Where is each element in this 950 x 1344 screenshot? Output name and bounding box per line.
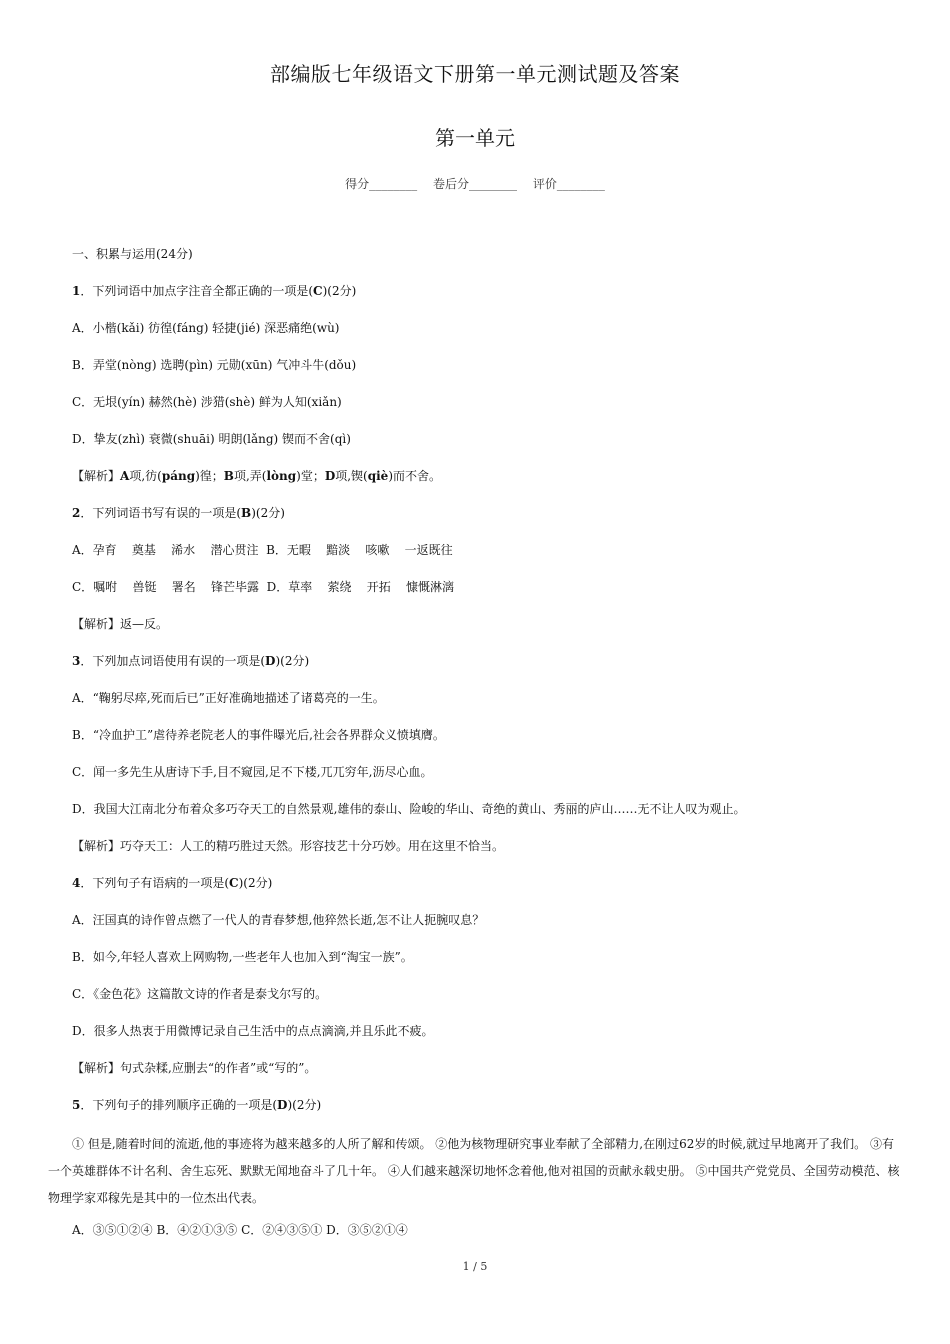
question-text: ．下列句子有语病的一项是(: [80, 876, 230, 890]
question-1-stem: [72, 283, 907, 320]
score-field-score: 得分________: [345, 177, 418, 191]
question-4-option-a: A．汪国真的诗作曾点燃了一代人的青春梦想,他猝然长逝,怎不让人扼腕叹息？: [72, 913, 485, 927]
section-heading: 一、积累与运用(24分): [72, 247, 193, 261]
question-number: 2: [72, 506, 81, 520]
unit-title: 第一单元: [435, 126, 515, 150]
question-2-options-cd: C．嘱咐 兽铤 署名 锋芒毕露 D．草率 萦绕 开拓 慷慨淋漓: [72, 580, 454, 594]
analysis-text: B: [223, 469, 234, 483]
question-text: )(2分): [251, 506, 285, 520]
question-1-option-b: B．弄堂(nòng) 选聘(pìn) 元勋(xūn) 气冲斗牛(dǒu): [72, 358, 357, 372]
question-text: )(2分): [322, 284, 357, 298]
question-text: ．下列词语中加点字注音全都正确的一项是(: [80, 284, 314, 298]
question-text: ．下列词语书写有误的一项是(: [80, 506, 242, 520]
score-field-evaluation: 评价________: [532, 177, 605, 191]
question-1-option-c: C．无垠(yín) 赫然(hè) 涉猎(shè) 鲜为人知(xiǎn): [72, 395, 342, 409]
document-title: 部编版七年级语文下册第一单元测试题及答案: [270, 62, 680, 86]
question-text: ．下列句子的排列顺序正确的一项是(: [80, 1098, 278, 1112]
analysis-text: qiè: [367, 469, 389, 483]
answer-key: C: [229, 876, 239, 890]
analysis-text: A: [120, 469, 130, 483]
question-3-stem: [72, 653, 907, 690]
question-5-stem: [72, 1097, 907, 1134]
question-3-option-d: D．我国大江南北分布着众多巧夺天工的自然景观,雄伟的泰山、险峻的华山、奇绝的黄山、秀丽的庐山……无不让人叹为观止。: [72, 802, 746, 816]
analysis-text: )堂；: [296, 469, 325, 483]
analysis-text: )徨；: [195, 469, 224, 483]
question-4-analysis: 【解析】句式杂糅,应删去“的作者”或“写的”。: [72, 1061, 317, 1075]
question-text: )(2分): [238, 876, 273, 890]
question-4-option-b: B．如今,年轻人喜欢上网购物,一些老年人也加入到“淘宝一族”。: [72, 950, 413, 964]
question-1-option-d: D．挚友(zhì) 衰微(shuāi) 明朗(lǎng) 锲而不舍(qì): [72, 432, 351, 446]
question-text: )(2分): [275, 654, 310, 668]
score-fields: [0, 175, 950, 192]
analysis-text: 项,彷(: [129, 469, 162, 483]
analysis-text: 项,弄(: [233, 469, 267, 483]
answer-key: D: [277, 1098, 288, 1112]
answer-key: B: [241, 506, 252, 520]
answer-key: D: [265, 654, 276, 668]
question-4-option-d: D．很多人热衷于用微博记录自己生活中的点点滴滴,并且乐此不疲。: [72, 1024, 434, 1038]
answer-key: C: [313, 284, 323, 298]
question-3-option-b: B．“冷血护工”虐待养老院老人的事件曝光后,社会各界群众义愤填膺。: [72, 728, 445, 742]
question-2-analysis: 【解析】返—反。: [72, 617, 169, 631]
question-3-option-c: C．闻一多先生从唐诗下手,目不窥园,足不下楼,兀兀穷年,沥尽心血。: [72, 765, 433, 779]
question-4-stem: [72, 875, 907, 912]
question-number: 4: [72, 876, 81, 890]
question-3-option-a: A．“鞠躬尽瘁,死而后已”正好准确地描述了诸葛亮的一生。: [72, 691, 385, 705]
question-3-analysis: 【解析】巧夺天工：人工的精巧胜过天然。形容技艺十分巧妙。用在这里不恰当。: [72, 839, 505, 853]
analysis-text: )而不舍。: [388, 469, 442, 483]
analysis-label: 【解析】: [72, 469, 121, 483]
question-number: 1: [72, 284, 81, 298]
question-number: 3: [72, 654, 81, 668]
question-2-stem: [72, 505, 907, 542]
analysis-text: 项,锲(: [335, 469, 368, 483]
score-field-after: 卷后分________: [432, 177, 517, 191]
question-text: ．下列加点词语使用有误的一项是(: [80, 654, 266, 668]
question-5-options: A．③⑤①②④ B．④②①③⑤ C．②④③⑤① D．③⑤②①④: [72, 1223, 408, 1237]
page-number: 1 / 5: [462, 1260, 488, 1273]
analysis-text: lòng: [266, 469, 297, 483]
question-number: 5: [72, 1098, 81, 1112]
question-2-options-ab: A．孕育 奠基 浠水 潜心贯注 B．无暇 黯淡 咳嗽 一返既往: [72, 543, 453, 557]
question-1-analysis: [72, 468, 907, 505]
question-4-option-c: C．《金色花》这篇散文诗的作者是泰戈尔写的。: [72, 987, 328, 1001]
question-text: )(2分): [287, 1098, 322, 1112]
analysis-text: páng: [161, 469, 196, 483]
question-5-passage: ① 但是,随着时间的流逝,他的事迹将为越来越多的人所了解和传颂。 ②他为核物理研究事业奉献了全部精力,在刚过62岁的时候,就过早地离开了我们。 ③有一个英雄群体不计名利、舍生忘死、默默无闻地奋斗了几十年。 ④人们越来越深切地怀念着他,他对祖国的贡献永载史册。 ⑤中国共产党党员、全国劳动模范、核物理学家邓稼先是其中的一位杰出代表。: [48, 1137, 900, 1205]
question-list: [72, 246, 907, 1134]
analysis-text: D: [324, 469, 336, 483]
question-1-option-a: A．小楷(kǎi) 彷徨(fáng) 轻捷(jié) 深恶痛绝(wù): [72, 321, 340, 335]
